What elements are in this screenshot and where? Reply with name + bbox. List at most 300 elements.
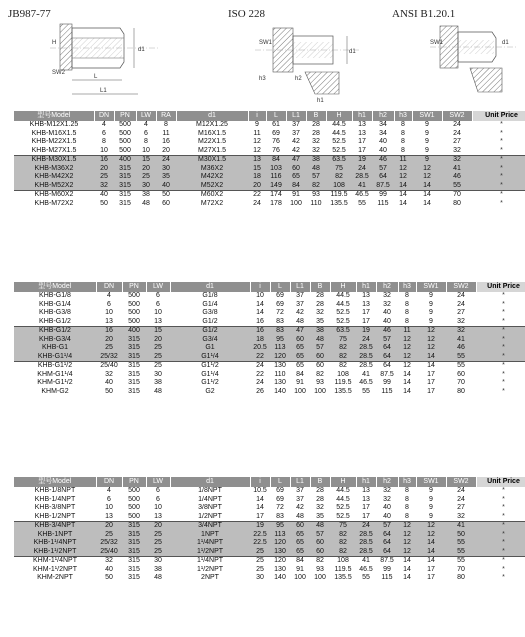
model-cell: KHB-M27X1.5 xyxy=(31,146,77,154)
table-cell: G1¹/2 xyxy=(201,379,219,386)
table-cell: * xyxy=(476,327,525,336)
table-cell: 41 xyxy=(352,182,372,191)
table-cell: 1/8NPT xyxy=(198,487,222,494)
table-cell: 32 xyxy=(383,300,391,308)
column-header: L1 xyxy=(286,111,306,121)
table-cell: 13 xyxy=(248,156,266,165)
model-cell: KHB-M16X1.5 xyxy=(31,129,77,137)
table-cell: G1/2 xyxy=(170,327,250,336)
table-cell: 65 xyxy=(290,344,310,353)
table-cell: 65 xyxy=(290,539,310,548)
table-cell: 25 xyxy=(146,362,170,371)
table-cell: G1/8 xyxy=(202,292,218,299)
table-cell: 9 xyxy=(429,512,433,520)
table-cell: 8 xyxy=(401,121,405,128)
table-cell: 42 xyxy=(296,309,304,316)
table-cell: 25/32 xyxy=(96,353,122,362)
table-cell: 93 xyxy=(316,379,324,386)
table-cell: * xyxy=(476,522,525,531)
table-cell: 50 xyxy=(446,531,476,540)
table-cell: 12 xyxy=(416,336,446,345)
table-cell: 37 xyxy=(292,121,300,128)
table-cell: 14 xyxy=(416,539,446,548)
table-cell: 91 xyxy=(286,191,306,200)
table-cell: M72X2 xyxy=(200,199,224,207)
table-cell: 12 xyxy=(253,138,261,145)
table-cell: 4 xyxy=(107,487,111,494)
table-cell: 12 xyxy=(398,548,416,557)
table-cell: 115 xyxy=(381,387,393,395)
table-cell: 12 xyxy=(398,336,416,345)
table-cell: * xyxy=(502,574,505,581)
table-cell: 70 xyxy=(457,565,465,573)
table-cell: 100 xyxy=(314,387,326,395)
table-cell: 15 xyxy=(136,156,156,165)
table-cell: 24 xyxy=(457,495,465,503)
table-cell: 9 xyxy=(429,309,433,316)
column-header: B xyxy=(306,111,326,121)
table-cell: 46.5 xyxy=(359,379,373,386)
table-cell: * xyxy=(502,512,505,520)
table-cell: 20 xyxy=(94,165,114,174)
table-cell: 130 xyxy=(274,379,286,386)
table-cell: 28 xyxy=(316,300,324,308)
column-header: h1 xyxy=(356,477,376,487)
column-header: L xyxy=(270,282,290,292)
table-cell: 500 xyxy=(128,487,140,494)
table-cell: 120 xyxy=(270,353,290,362)
column-header: d1 xyxy=(170,282,250,292)
table-cell: 32 xyxy=(312,138,320,145)
table-cell: 40 xyxy=(105,565,113,573)
table-cell: 44.5 xyxy=(336,292,350,299)
table-cell: 108 xyxy=(330,557,356,566)
column-header: SW1 xyxy=(416,282,446,292)
standard-jb987: JB987-77 xyxy=(8,8,51,20)
table-cell: 315 xyxy=(122,344,146,353)
table-cell: 14 xyxy=(416,557,446,566)
table-cell: 1NPT xyxy=(170,531,250,540)
column-header: h2 xyxy=(376,477,398,487)
table-cell: * xyxy=(500,199,503,207)
table-cell: 25/40 xyxy=(96,362,122,371)
table-cell: 46 xyxy=(446,344,476,353)
table-cell: * xyxy=(502,300,505,308)
table-cell: 400 xyxy=(114,156,136,165)
table-cell: * xyxy=(472,182,525,191)
table-cell: 11 xyxy=(398,327,416,336)
table-cell: 34 xyxy=(379,121,387,128)
table-cell: 84 xyxy=(290,557,310,566)
table-cell: 16 xyxy=(256,317,264,325)
table-cell: 70 xyxy=(442,191,472,200)
column-header: H xyxy=(326,111,352,121)
table-cell: 2NPT xyxy=(201,574,219,581)
table-cell: 34 xyxy=(379,129,387,137)
model-cell: KHB-3/8NPT xyxy=(34,504,76,511)
table-row xyxy=(14,138,525,147)
table-cell: 28.5 xyxy=(356,344,376,353)
table-cell: 8 xyxy=(405,512,409,520)
table-cell: 40 xyxy=(379,138,387,145)
table-cell: 82 xyxy=(306,182,326,191)
table-cell: 8 xyxy=(144,138,148,145)
table-cell: 46.5 xyxy=(352,191,372,200)
dim-label: L xyxy=(94,74,98,80)
table-cell: * xyxy=(476,531,525,540)
table-row xyxy=(14,292,525,301)
table-cell: 24 xyxy=(250,362,270,371)
table-cell: 9 xyxy=(425,138,429,145)
table-cell: 130 xyxy=(274,565,286,573)
dim-label: d1 xyxy=(349,49,356,55)
table-cell: 315 xyxy=(128,565,140,573)
table-cell: 52.5 xyxy=(336,309,350,316)
table-cell: 9 xyxy=(425,121,429,128)
column-header: SW2 xyxy=(446,477,476,487)
table-cell: G1 xyxy=(170,344,250,353)
table-cell: 46 xyxy=(376,327,398,336)
table-cell: 80 xyxy=(453,199,461,207)
table-cell: 19 xyxy=(356,327,376,336)
table-cell: 120 xyxy=(270,539,290,548)
table-cell: 11 xyxy=(162,129,170,137)
table-cell: 38 xyxy=(154,379,162,386)
table-cell: 17 xyxy=(362,309,370,316)
table-cell: 48 xyxy=(142,199,150,207)
table-cell: 10 xyxy=(142,146,150,154)
table-cell: 14 xyxy=(256,309,264,316)
table-cell: 82 xyxy=(330,548,356,557)
table-cell: 1/4NPT xyxy=(198,495,222,503)
table-cell: 12 xyxy=(416,522,446,531)
column-header: Unit Price xyxy=(476,477,525,487)
table-row xyxy=(14,156,525,165)
column-header: Unit Price xyxy=(476,282,525,292)
table-row xyxy=(14,557,525,566)
model-cell: KHM-1¹/2NPT xyxy=(33,565,77,573)
table-cell: 42 xyxy=(296,504,304,511)
table-cell: 25 xyxy=(146,353,170,362)
column-header: PN xyxy=(122,477,146,487)
table-cell: 24 xyxy=(453,129,461,137)
table-cell: 65 xyxy=(290,362,310,371)
table-cell: 12 xyxy=(416,327,446,336)
table-cell: 65 xyxy=(290,548,310,557)
table-cell: 14 xyxy=(399,199,407,207)
table-cell: 12 xyxy=(398,531,416,540)
table-cell: 25 xyxy=(96,531,122,540)
table-cell: 315 xyxy=(122,539,146,548)
table-cell: 55 xyxy=(446,362,476,371)
table-cell: 9 xyxy=(429,317,433,325)
table-cell: * xyxy=(502,565,505,573)
table-cell: 13 xyxy=(362,495,370,503)
table-cell: 14 xyxy=(394,191,412,200)
table-row xyxy=(14,496,525,505)
table-cell: 82 xyxy=(326,173,352,182)
model-cell: KHB-1¹/4NPT xyxy=(14,539,96,548)
table-cell: 28.5 xyxy=(356,531,376,540)
column-header: SW2 xyxy=(446,282,476,292)
table-row xyxy=(14,336,525,345)
table-cell: 6 xyxy=(156,292,160,299)
table-cell: 50 xyxy=(105,574,113,581)
table-cell: 37 xyxy=(296,292,304,299)
table-cell: 57 xyxy=(310,531,330,540)
table-cell: 27 xyxy=(453,138,461,145)
table-cell: 32 xyxy=(457,512,465,520)
table-cell: 8 xyxy=(405,487,409,494)
table-cell: 28.5 xyxy=(356,548,376,557)
table-cell: 315 xyxy=(114,165,136,174)
table-cell: * xyxy=(476,362,525,371)
table-cell: 8 xyxy=(401,129,405,137)
table-cell: 55 xyxy=(362,387,370,395)
column-header: DN xyxy=(94,111,114,121)
column-header: H xyxy=(330,282,356,292)
table-cell: 37 xyxy=(296,495,304,503)
table-cell: 37 xyxy=(296,300,304,308)
table-cell: 9 xyxy=(425,146,429,154)
table-cell: G3/4 xyxy=(170,336,250,345)
table-cell: 35 xyxy=(316,512,324,520)
table-cell: 24 xyxy=(253,199,261,207)
table-cell: 9 xyxy=(429,487,433,494)
table-cell: 72 xyxy=(276,504,284,511)
table-cell: 10 xyxy=(105,504,113,511)
table-cell: 315 xyxy=(128,574,140,581)
table-cell: 113 xyxy=(270,531,290,540)
table-cell: 55 xyxy=(446,353,476,362)
table-cell: 100 xyxy=(294,387,306,395)
table-cell: 14 xyxy=(398,557,416,566)
table-cell: 24 xyxy=(457,300,465,308)
table-cell: 75 xyxy=(330,522,356,531)
column-header: LW xyxy=(136,111,156,121)
table-cell: 6 xyxy=(156,495,160,503)
table-cell: 32 xyxy=(453,146,461,154)
table-cell: 87.5 xyxy=(372,182,394,191)
table-cell: 32 xyxy=(383,292,391,299)
column-header: SW1 xyxy=(412,111,442,121)
table-cell: 25 xyxy=(146,344,170,353)
table-cell: 119.5 xyxy=(334,379,352,386)
table-cell: 55 xyxy=(358,199,366,207)
model-cell: KHB-G1/2 xyxy=(39,317,71,325)
table-cell: 65 xyxy=(290,531,310,540)
table-cell: 44.5 xyxy=(336,300,350,308)
table-row xyxy=(14,173,525,182)
column-header: i xyxy=(248,111,266,121)
table-cell: G1¹/2 xyxy=(170,362,250,371)
table-cell: 3/4NPT xyxy=(170,522,250,531)
table-cell: 10 xyxy=(105,309,113,316)
table-cell: 50 xyxy=(105,387,113,395)
table-cell: 100 xyxy=(314,574,326,581)
table-cell: 20 xyxy=(146,522,170,531)
table-cell: 12 xyxy=(412,173,442,182)
table-cell: 41 xyxy=(356,557,376,566)
table-cell: 35 xyxy=(156,173,176,182)
table-cell: 48 xyxy=(154,574,162,581)
table-cell: 17 xyxy=(362,504,370,511)
column-header: SW2 xyxy=(442,111,472,121)
table-cell: M22X1.5 xyxy=(197,138,227,145)
table-row xyxy=(14,566,525,575)
model-cell: KHB-G1/2 xyxy=(14,327,96,336)
table-cell: 52.5 xyxy=(332,138,346,145)
column-header: h3 xyxy=(394,111,412,121)
table-cell: 9 xyxy=(429,292,433,299)
table-cell: 25 xyxy=(146,539,170,548)
column-header: L xyxy=(270,477,290,487)
table-cell: 24 xyxy=(256,379,264,386)
table-row xyxy=(14,147,525,156)
table-cell: 75 xyxy=(330,336,356,345)
table-row xyxy=(14,487,525,496)
dim-label: H xyxy=(52,40,57,46)
table-cell: 500 xyxy=(128,300,140,308)
table-cell: 60 xyxy=(310,362,330,371)
table-row xyxy=(14,371,525,380)
table-cell: 6 xyxy=(156,300,160,308)
table-cell: 44.5 xyxy=(336,495,350,503)
table-cell: 32 xyxy=(316,504,324,511)
model-cell: KHM-G1¹/4 xyxy=(37,370,73,378)
table-cell: 83 xyxy=(270,327,290,336)
table-cell: 32 xyxy=(96,557,122,566)
table-cell: 60 xyxy=(162,199,170,207)
table-cell: 72 xyxy=(276,309,284,316)
table-cell: 60 xyxy=(310,548,330,557)
model-cell: KHB-M22X1.5 xyxy=(31,138,77,145)
table-cell: 25 xyxy=(250,557,270,566)
table-header-row xyxy=(14,477,525,487)
table-cell: 13 xyxy=(105,512,113,520)
table-cell: 140 xyxy=(274,574,286,581)
model-cell: KHM-2NPT xyxy=(37,574,73,581)
table-cell: 57 xyxy=(376,336,398,345)
table-cell: 15 xyxy=(146,327,170,336)
table-cell: 44.5 xyxy=(332,129,346,137)
table-cell: 32 xyxy=(105,370,113,378)
model-cell: KHB-G3/4 xyxy=(14,336,96,345)
table-cell: 14 xyxy=(394,182,412,191)
table-cell: 4 xyxy=(102,121,106,128)
table-cell: 20 xyxy=(146,336,170,345)
table-cell: 28.5 xyxy=(356,539,376,548)
table-cell: * xyxy=(502,504,505,511)
table-cell: * xyxy=(472,191,525,200)
table-cell: 28 xyxy=(312,129,320,137)
table-cell: 32 xyxy=(312,146,320,154)
table-row xyxy=(14,574,525,583)
table-cell: 84 xyxy=(286,182,306,191)
table-row xyxy=(14,522,525,531)
table-cell: 69 xyxy=(276,487,284,494)
table-cell: 10 xyxy=(256,292,264,299)
table-cell: 48 xyxy=(296,512,304,520)
table-cell: 40 xyxy=(383,317,391,325)
table-cell: 30 xyxy=(256,574,264,581)
table-cell: 82 xyxy=(310,557,330,566)
column-header: 型号Model xyxy=(14,111,94,121)
table-cell: 16 xyxy=(250,327,270,336)
table-cell: 14 xyxy=(256,504,264,511)
drawing-ansi-section xyxy=(430,14,520,104)
table-cell: 3/8NPT xyxy=(198,504,222,511)
table-cell: 17 xyxy=(427,387,435,395)
table-cell: 57 xyxy=(376,522,398,531)
column-header: H xyxy=(330,477,356,487)
table-cell: 32 xyxy=(457,317,465,325)
table-cell: 40 xyxy=(94,191,114,200)
table-cell: 10.5 xyxy=(253,487,267,494)
table-cell: 60 xyxy=(286,165,306,174)
table-cell: 95 xyxy=(270,336,290,345)
table-cell: 1¹/2NPT xyxy=(170,548,250,557)
dim-label: h3 xyxy=(259,76,266,82)
table-cell: 315 xyxy=(122,557,146,566)
table-cell: 14 xyxy=(412,191,442,200)
table-cell: 24 xyxy=(352,165,372,174)
table-cell: 16 xyxy=(162,138,170,145)
table-cell: 13 xyxy=(362,487,370,494)
model-cell: KHM-G1¹/2 xyxy=(37,379,73,386)
table-cell: 135.5 xyxy=(330,199,348,207)
table-cell: 40 xyxy=(379,146,387,154)
table-cell: 65 xyxy=(290,353,310,362)
column-header: L xyxy=(266,111,286,121)
table-cell: * xyxy=(502,317,505,325)
table-cell: M27X1.5 xyxy=(197,146,227,154)
table-cell: 28 xyxy=(316,292,324,299)
table-cell: 32 xyxy=(446,327,476,336)
table-cell: G1/2 xyxy=(202,317,218,325)
table-cell: 38 xyxy=(306,156,326,165)
table-cell: 9 xyxy=(425,129,429,137)
column-header: h2 xyxy=(372,111,394,121)
table-cell: * xyxy=(472,165,525,174)
table-cell: 40 xyxy=(156,182,176,191)
table-cell: M16X1.5 xyxy=(197,129,227,137)
table-cell: 108 xyxy=(326,182,352,191)
table-cell: 55 xyxy=(446,557,476,566)
table-cell: 14 xyxy=(416,353,446,362)
table-cell: 64 xyxy=(372,173,394,182)
table-cell: 17 xyxy=(358,146,366,154)
table-row xyxy=(14,504,525,513)
table-cell: 1¹/4NPT xyxy=(170,539,250,548)
table-cell: 84 xyxy=(266,156,286,165)
table-cell: 24 xyxy=(156,156,176,165)
table-cell: 12 xyxy=(398,539,416,548)
table-cell: 8 xyxy=(401,138,405,145)
table-cell: 14 xyxy=(416,548,446,557)
table-cell: 64 xyxy=(376,353,398,362)
table-cell: 6 xyxy=(144,129,148,137)
table-cell: 149 xyxy=(266,182,286,191)
table-cell: 69 xyxy=(272,129,280,137)
column-header: PN xyxy=(122,282,146,292)
table-row xyxy=(14,362,525,371)
table-cell: 32 xyxy=(383,487,391,494)
table-cell: 500 xyxy=(119,146,131,154)
model-cell: KHB-M60X2 xyxy=(14,191,94,200)
table-cell: 25 xyxy=(256,565,264,573)
table-header-row xyxy=(14,111,525,121)
